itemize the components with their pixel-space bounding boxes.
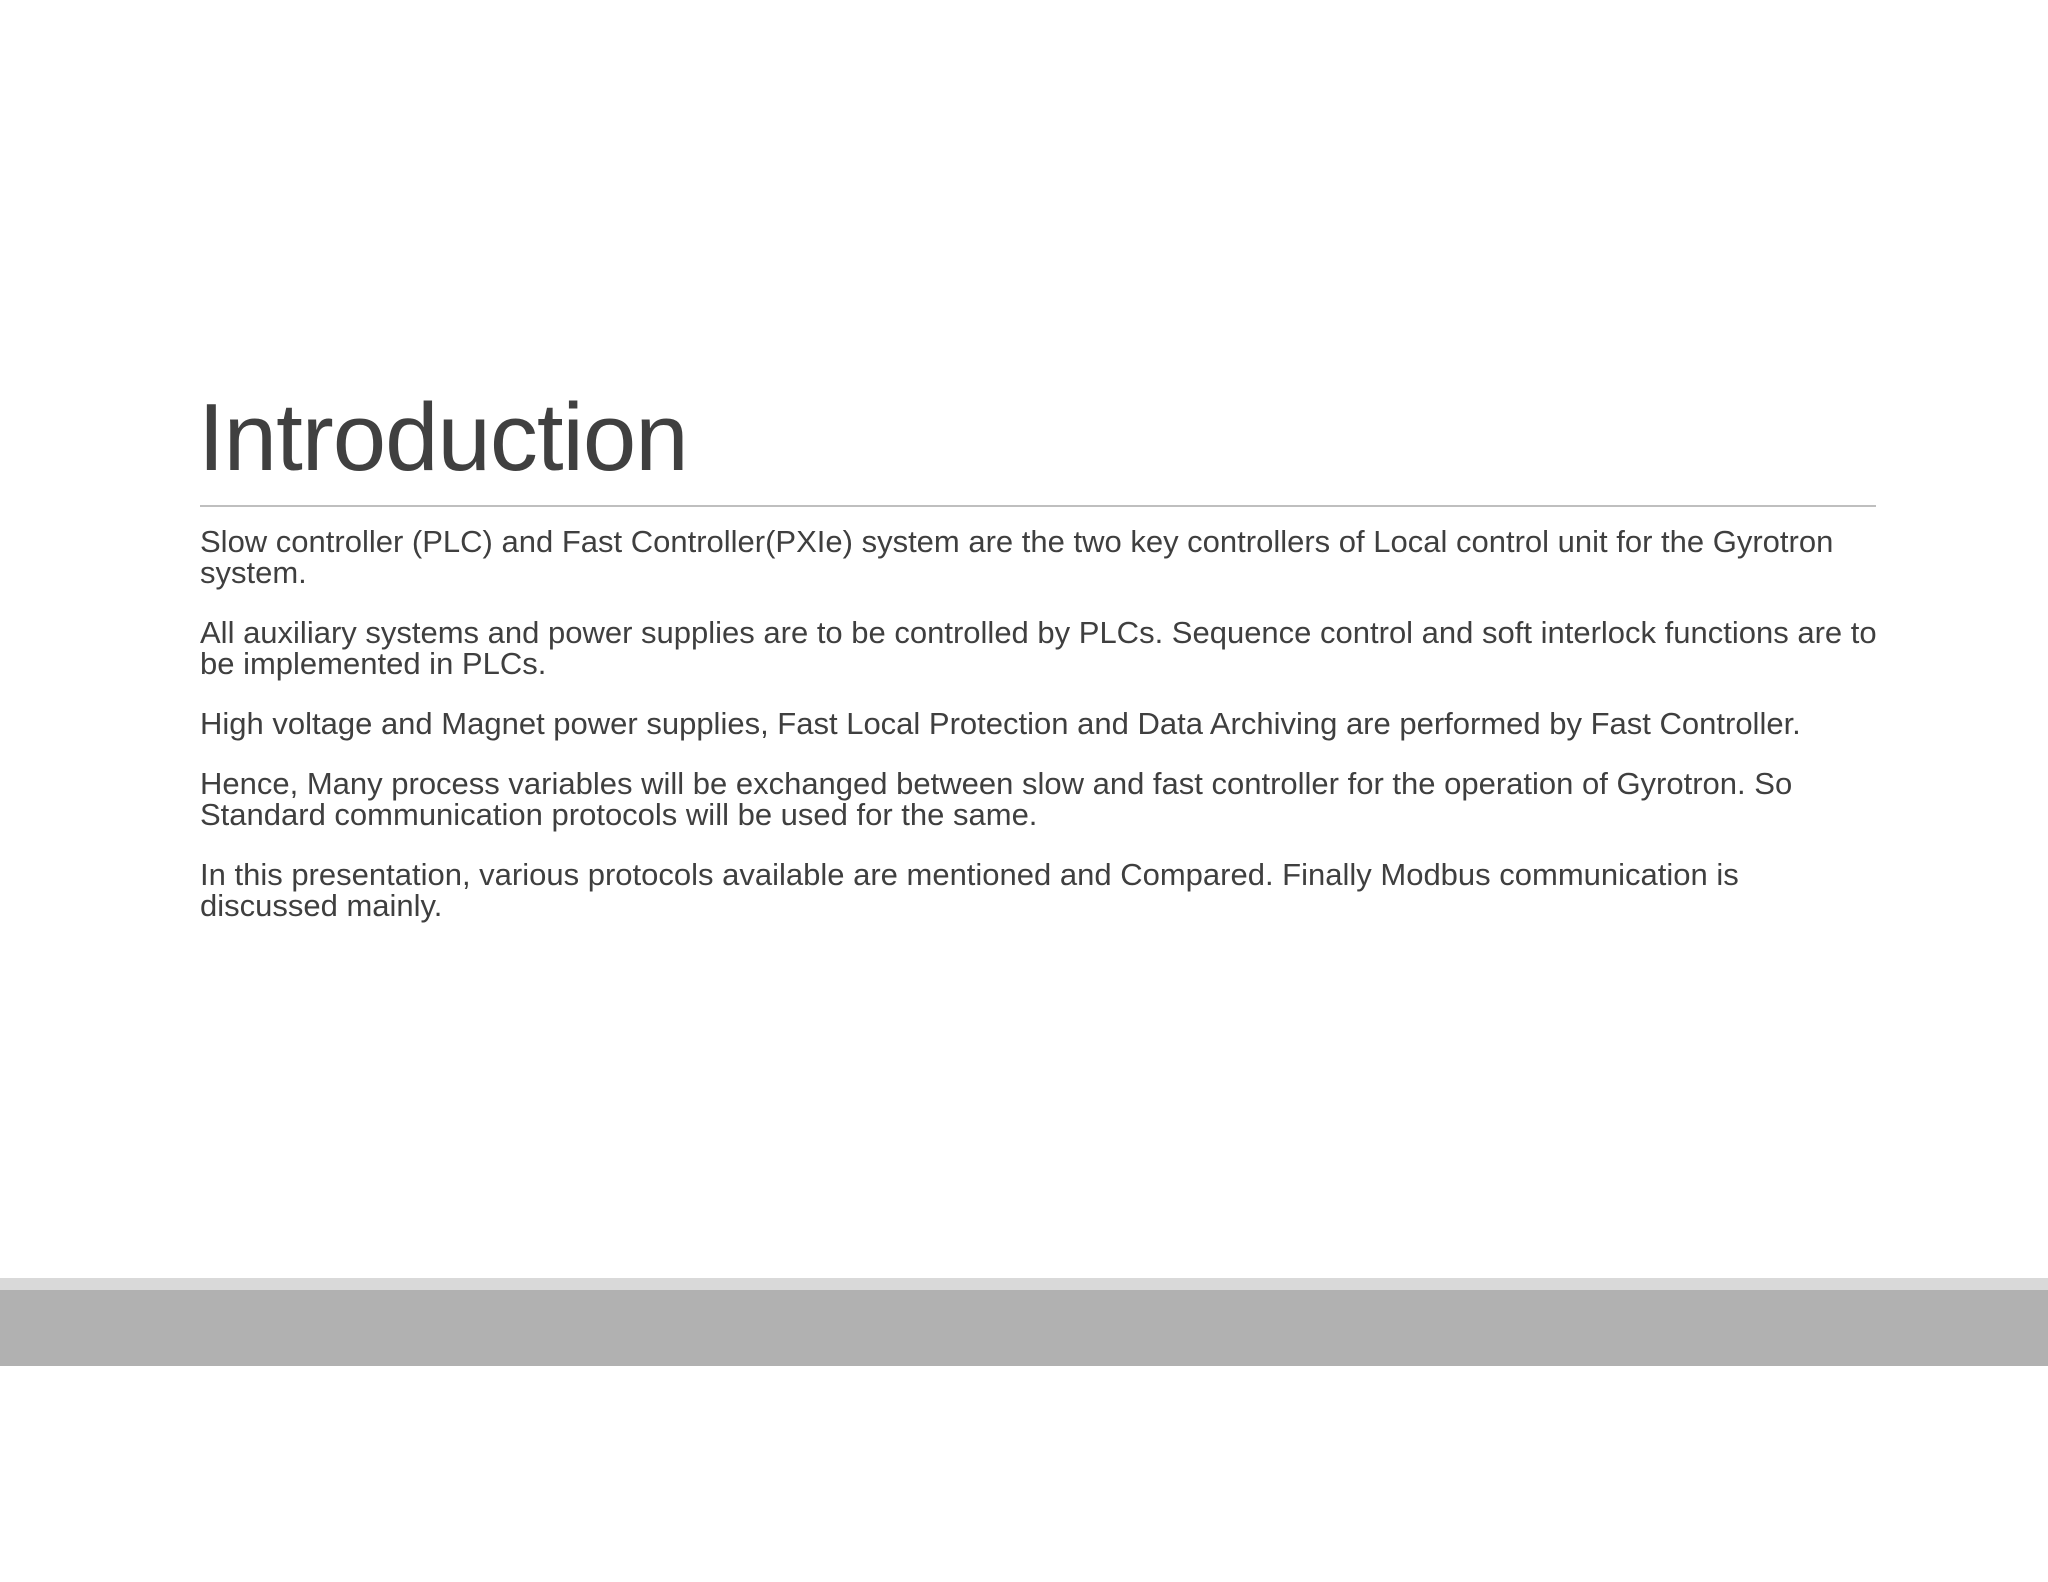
slide-body [200, 526, 1880, 950]
slide-title: Introduction [198, 384, 688, 491]
footer-band-dark [0, 1290, 2048, 1366]
body-paragraph: Slow controller (PLC) and Fast Controller(PXIe) system are the two key controllers of Local control unit for the Gyrotron system. [200, 524, 1834, 590]
body-paragraph: High voltage and Magnet power supplies, Fast Local Protection and Data Archiving are performed by Fast Controller. [200, 706, 1801, 741]
body-paragraph: In this presentation, various protocols available are mentioned and Compared. Finally Modbus communication is discussed mainly. [200, 857, 1739, 923]
body-paragraph: All auxiliary systems and power supplies are to be controlled by PLCs. Sequence control and soft interlock functions are to be implemented in PLCs. [200, 615, 1877, 681]
footer-band-light [0, 1278, 2048, 1290]
body-paragraph: Hence, Many process variables will be exchanged between slow and fast controller for the operation of Gyrotron. So Standard communication protocols will be used for the same. [200, 766, 1793, 832]
title-divider [200, 505, 1876, 507]
